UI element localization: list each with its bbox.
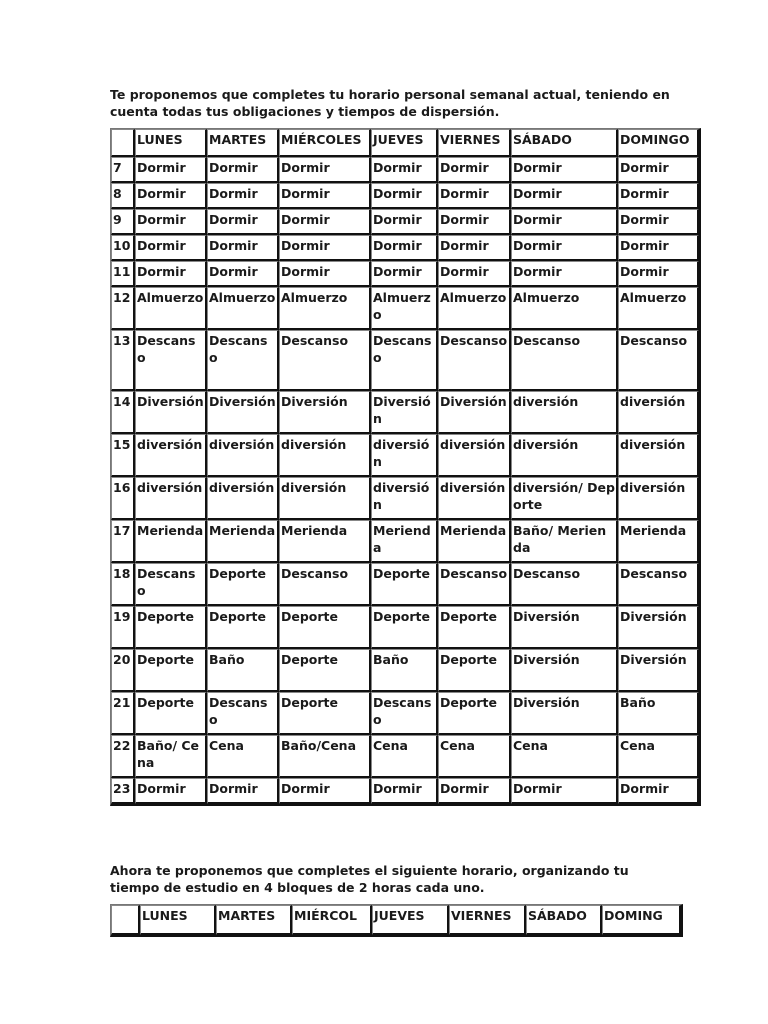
schedule-cell: Deporte [279, 649, 371, 692]
schedule-cell: diversión [511, 434, 618, 477]
schedule-cell: Deporte [279, 606, 371, 649]
schedule-cell: Dormir [135, 261, 207, 287]
schedule-cell: Deporte [438, 692, 511, 735]
study-intro-paragraph: Ahora te proponemos que completes el siguiente horario, organizando tu tiempo de estudio en 4 bloques de 2 horas cada uno. [110, 863, 629, 895]
schedule-cell: Dormir [279, 183, 371, 209]
schedule-cell: Diversión [511, 649, 618, 692]
schedule-cell: diversión [207, 434, 279, 477]
schedule-cell: Dormir [438, 209, 511, 235]
hour-cell: 18 [111, 563, 135, 606]
schedule-cell: Dormir [438, 261, 511, 287]
schedule-cell: diversión [618, 434, 699, 477]
schedule-cell: Deporte [207, 563, 279, 606]
table-row [111, 287, 699, 330]
schedule-cell: Almuerzo [618, 287, 699, 330]
table-row [111, 520, 699, 563]
schedule-cell: Dormir [135, 235, 207, 261]
schedule-cell: Dormir [207, 209, 279, 235]
schedule-cell: Deporte [371, 563, 438, 606]
schedule-cell: Dormir [371, 157, 438, 183]
schedule-cell: VIERNES [438, 129, 511, 157]
schedule-cell: Deporte [207, 606, 279, 649]
hour-cell [111, 905, 140, 935]
schedule-cell: Cena [438, 735, 511, 778]
schedule-cell: Deporte [135, 692, 207, 735]
schedule-cell: Dormir [279, 235, 371, 261]
hour-cell: 7 [111, 157, 135, 183]
table-row [111, 434, 699, 477]
schedule-cell: Dormir [511, 261, 618, 287]
schedule-cell: Deporte [135, 606, 207, 649]
schedule-cell: MIÉRCOLES [279, 129, 371, 157]
schedule-cell: diversión [371, 434, 438, 477]
schedule-cell: Dormir [618, 778, 699, 804]
schedule-cell: Deporte [371, 606, 438, 649]
hour-cell: 20 [111, 649, 135, 692]
schedule-cell: MARTES [207, 129, 279, 157]
schedule-cell: Dormir [371, 209, 438, 235]
schedule-cell: Dormir [279, 157, 371, 183]
table-row [111, 157, 699, 183]
schedule-cell: Cena [618, 735, 699, 778]
hour-cell: 13 [111, 330, 135, 391]
schedule-cell: Diversión [207, 391, 279, 434]
schedule-cell: Dormir [371, 778, 438, 804]
schedule-cell: Descanso [279, 330, 371, 391]
schedule-cell: Dormir [511, 183, 618, 209]
schedule-cell: DOMINGO [618, 129, 699, 157]
schedule-cell: JUEVES [371, 129, 438, 157]
schedule-cell: diversión [438, 477, 511, 520]
hour-cell: 22 [111, 735, 135, 778]
intro-paragraph: Te proponemos que completes tu horario personal semanal actual, teniendo en cuenta todas tus obligaciones y tiempos de dispersión. [110, 87, 670, 119]
schedule-cell: Dormir [207, 261, 279, 287]
schedule-cell: Cena [207, 735, 279, 778]
schedule-cell: Dormir [207, 183, 279, 209]
schedule-cell: Descanso [438, 330, 511, 391]
table-row [111, 649, 699, 692]
schedule-cell: Diversión [371, 391, 438, 434]
schedule-cell: Merienda [279, 520, 371, 563]
schedule-cell: Cena [371, 735, 438, 778]
schedule-cell: Almuerzo [207, 287, 279, 330]
hour-cell: 11 [111, 261, 135, 287]
schedule-cell: Diversión [618, 606, 699, 649]
schedule-cell: SÁBADO [511, 129, 618, 157]
schedule-cell: diversión [135, 477, 207, 520]
schedule-cell: Dormir [511, 778, 618, 804]
schedule-cell: Dormir [511, 209, 618, 235]
schedule-cell: LUNES [140, 905, 216, 935]
schedule-cell: Diversión [511, 692, 618, 735]
hour-cell: 12 [111, 287, 135, 330]
schedule-cell: diversión [438, 434, 511, 477]
hour-cell: 17 [111, 520, 135, 563]
schedule-cell: Dormir [135, 183, 207, 209]
schedule-cell: Diversión [618, 649, 699, 692]
schedule-cell: Dormir [438, 157, 511, 183]
study-schedule-table [110, 904, 683, 937]
table-row [111, 209, 699, 235]
schedule-cell: Dormir [438, 778, 511, 804]
schedule-cell: diversión [371, 477, 438, 520]
table-row [111, 330, 699, 391]
schedule-cell: Dormir [279, 261, 371, 287]
table-row [111, 477, 699, 520]
header-row [111, 905, 681, 935]
schedule-cell: Merienda [371, 520, 438, 563]
schedule-cell: diversión/ Deporte [511, 477, 618, 520]
header-row [111, 129, 699, 157]
schedule-cell: Dormir [135, 209, 207, 235]
schedule-cell: Merienda [135, 520, 207, 563]
hour-cell: 21 [111, 692, 135, 735]
schedule-cell: Dormir [371, 183, 438, 209]
table-row [111, 391, 699, 434]
schedule-cell: Deporte [279, 692, 371, 735]
schedule-cell: Descanso [135, 330, 207, 391]
schedule-cell: Descanso [371, 330, 438, 391]
schedule-cell: DOMING [602, 905, 681, 935]
table-row [111, 692, 699, 735]
schedule-cell: Dormir [207, 235, 279, 261]
schedule-cell: Diversión [135, 391, 207, 434]
schedule-cell: Dormir [135, 157, 207, 183]
schedule-cell: Merienda [438, 520, 511, 563]
schedule-cell: diversión [511, 391, 618, 434]
schedule-cell: Deporte [438, 606, 511, 649]
table-row [111, 735, 699, 778]
schedule-cell: diversión [135, 434, 207, 477]
schedule-cell: Dormir [371, 261, 438, 287]
schedule-cell: Baño/Cena [279, 735, 371, 778]
schedule-cell: diversión [618, 391, 699, 434]
schedule-cell: Dormir [279, 778, 371, 804]
schedule-cell: diversión [207, 477, 279, 520]
schedule-cell: Descanso [207, 692, 279, 735]
schedule-cell: Descanso [618, 563, 699, 606]
schedule-cell: Baño/ Merienda [511, 520, 618, 563]
hour-cell: 15 [111, 434, 135, 477]
schedule-cell: Diversión [511, 606, 618, 649]
schedule-cell: Dormir [618, 209, 699, 235]
schedule-cell: Descanso [279, 563, 371, 606]
table-row [111, 183, 699, 209]
schedule-cell: Almuerzo [135, 287, 207, 330]
hour-cell: 8 [111, 183, 135, 209]
weekly-schedule-table [110, 128, 701, 806]
schedule-cell: Dormir [618, 261, 699, 287]
table-row [111, 235, 699, 261]
hour-cell: 19 [111, 606, 135, 649]
schedule-cell: Diversión [279, 391, 371, 434]
schedule-cell: Descanso [618, 330, 699, 391]
schedule-cell: Deporte [135, 649, 207, 692]
table-row [111, 606, 699, 649]
schedule-cell: Baño [207, 649, 279, 692]
schedule-cell: Descanso [511, 330, 618, 391]
schedule-cell: Dormir [618, 157, 699, 183]
schedule-cell: Dormir [207, 157, 279, 183]
hour-cell: 10 [111, 235, 135, 261]
schedule-cell: MARTES [216, 905, 292, 935]
schedule-cell: Almuerzo [511, 287, 618, 330]
schedule-cell: Dormir [438, 183, 511, 209]
schedule-cell: diversión [618, 477, 699, 520]
schedule-cell: Descanso [207, 330, 279, 391]
schedule-cell: diversión [279, 477, 371, 520]
schedule-cell: Almuerzo [438, 287, 511, 330]
schedule-cell: Dormir [511, 157, 618, 183]
table-row [111, 261, 699, 287]
table-row [111, 778, 699, 804]
hour-cell: 14 [111, 391, 135, 434]
schedule-cell: diversión [279, 434, 371, 477]
schedule-cell: Almuerzo [279, 287, 371, 330]
hour-cell: 23 [111, 778, 135, 804]
schedule-cell: Diversión [438, 391, 511, 434]
schedule-cell: Dormir [438, 235, 511, 261]
schedule-cell: JUEVES [372, 905, 449, 935]
schedule-cell: Deporte [438, 649, 511, 692]
schedule-cell: Dormir [279, 209, 371, 235]
schedule-cell: Almuerzo [371, 287, 438, 330]
table-row [111, 563, 699, 606]
schedule-cell: Descanso [438, 563, 511, 606]
schedule-cell: Merienda [618, 520, 699, 563]
schedule-cell: Dormir [207, 778, 279, 804]
hour-cell [111, 129, 135, 157]
hour-cell: 16 [111, 477, 135, 520]
schedule-cell: Baño [371, 649, 438, 692]
schedule-cell: Descanso [135, 563, 207, 606]
schedule-cell: Descanso [511, 563, 618, 606]
schedule-cell: LUNES [135, 129, 207, 157]
schedule-cell: Descanso [371, 692, 438, 735]
schedule-cell: Dormir [135, 778, 207, 804]
schedule-cell: Merienda [207, 520, 279, 563]
hour-cell: 9 [111, 209, 135, 235]
schedule-cell: Dormir [371, 235, 438, 261]
schedule-cell: Cena [511, 735, 618, 778]
schedule-cell: Baño/ Cena [135, 735, 207, 778]
schedule-cell: MIÉRCOL [292, 905, 372, 935]
schedule-cell: VIERNES [449, 905, 526, 935]
schedule-cell: Dormir [618, 235, 699, 261]
schedule-cell: Baño [618, 692, 699, 735]
schedule-cell: SÁBADO [526, 905, 602, 935]
schedule-cell: Dormir [618, 183, 699, 209]
schedule-cell: Dormir [511, 235, 618, 261]
